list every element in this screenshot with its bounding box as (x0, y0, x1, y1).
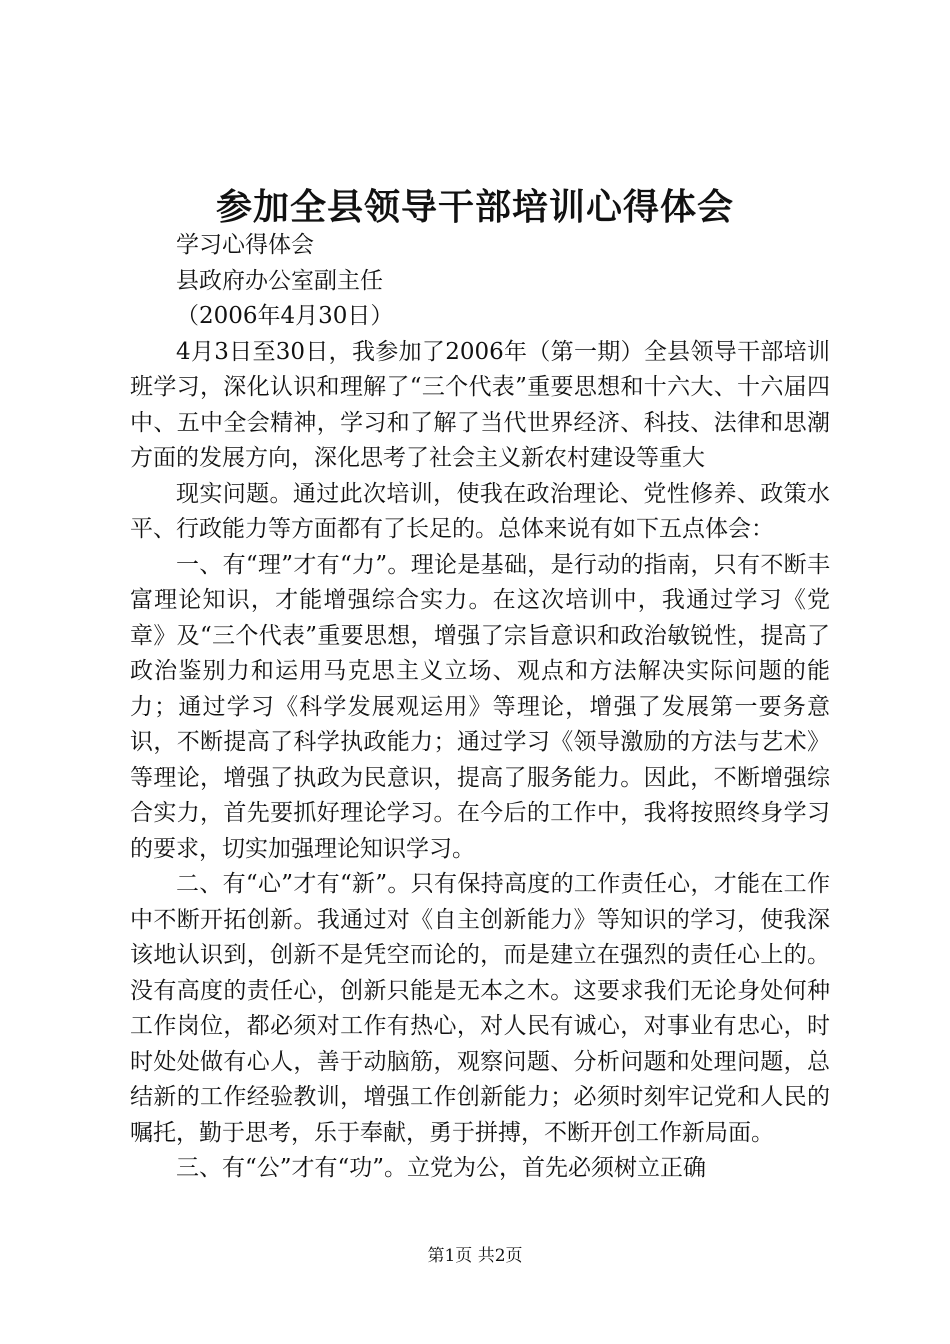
meta-date: （2006年4月30日） (176, 303, 394, 329)
meta-category: 学习心得体会 (176, 232, 314, 258)
paragraph: 一、有“理”才有“力”。理论是基础，是行动的指南，只有不断丰富理论知识，才能增强综合实力。在这次培训中，我通过学习《党章》及“三个代表”重要思想，增强了宗旨意识和政治敏锐性，提高了政治鉴别力和运用马克思主义立场、观点和方法解决实际问题的能力；通过学习《科学发展观运用》等理论，增强了发展第一要务意识，不断提高了科学执政能力；通过学习《领导激励的方法与艺术》等理论，增强了执政为民意识，提高了服务能力。因此，不断增强综合实力，首先要抓好理论学习。在今后的工作中，我将按照终身学习的要求，切实加强理论知识学习。 (130, 551, 830, 862)
paragraph: 二、有“心”才有“新”。只有保持高度的工作责任心，才能在工作中不断开拓创新。我通过对《自主创新能力》等知识的学习，使我深该地认识到，创新不是凭空而论的，而是建立在强烈的责任心上的。没有高度的责任心，创新只能是无本之木。这要求我们无论身处何种工作岗位，都必须对工作有热心，对人民有诚心，对事业有忠心，时时处处做有心人，善于动脑筋，观察问题、分析问题和处理问题，总结新的工作经验教训，增强工作创新能力；必须时刻牢记党和人民的嘱托，勤于思考，乐于奉献，勇于拼搏，不断开创工作新局面。 (130, 871, 830, 1146)
paragraph: 4月3日至30日，我参加了2006年（第一期）全县领导干部培训班学习，深化认识和理解了“三个代表”重要思想和十六大、十六届四中、五中全会精神，学习和了解了当代世界经济、科技、法律和思潮方面的发展方向，深化思考了社会主义新农村建设等重大 (130, 338, 830, 471)
paragraph: 三、有“公”才有“功”。立党为公，首先必须树立正确 (176, 1155, 707, 1181)
document-body (130, 228, 830, 1187)
page-footer: 第1页 共2页 (427, 1246, 523, 1266)
document-title: 参加全县领导干部培训心得体会 (215, 186, 734, 228)
paragraph: 现实问题。通过此次培训，使我在政治理论、党性修养、政策水平、行政能力等方面都有了长足的。总体来说有如下五点体会： (130, 480, 830, 542)
meta-author: 县政府办公室副主任 (176, 267, 383, 294)
